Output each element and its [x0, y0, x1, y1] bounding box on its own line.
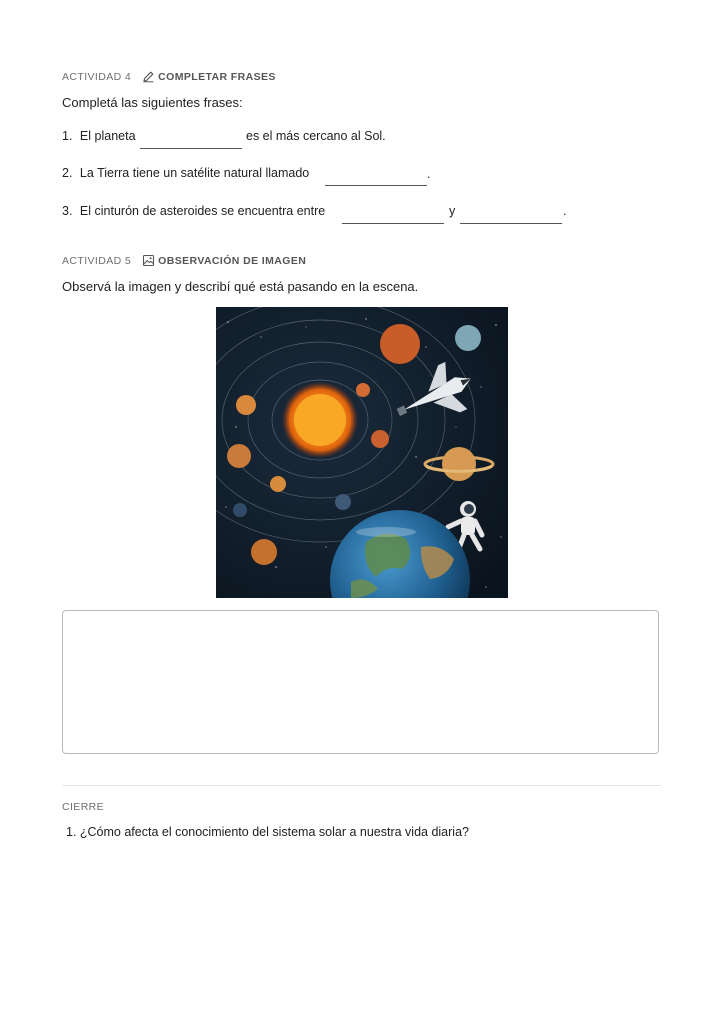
closing-label: CIERRE [62, 801, 105, 813]
image-icon [142, 254, 155, 267]
activity-5-subtitle: OBSERVACIÓN DE IMAGEN [158, 254, 307, 267]
item-text-after: . [563, 204, 567, 218]
item-number: 1. [62, 129, 73, 143]
activity-4-header [62, 70, 276, 83]
blank-answer-field[interactable] [140, 148, 242, 149]
fill-sentence-1 [62, 129, 662, 151]
item-number: 2. [62, 166, 73, 180]
activity-4-label: ACTIVIDAD 4 [62, 70, 132, 83]
item-text-after: . [427, 167, 431, 181]
activity-5-label: ACTIVIDAD 5 [62, 254, 132, 267]
activity-5-header [62, 254, 306, 267]
closing-question: 1. ¿Cómo afecta el conocimiento del sistema solar a nuestra vida diaria? [66, 825, 469, 839]
pencil-icon [142, 70, 155, 83]
blank-answer-field[interactable] [325, 185, 427, 186]
fill-sentence-2 [62, 166, 662, 188]
activity-5-instruction: Observá la imagen y describí qué está pasando en la escena. [62, 279, 419, 294]
section-divider [62, 785, 661, 786]
fill-sentence-3 [62, 204, 682, 226]
item-number: 3. [62, 204, 73, 218]
item-text-before: El planeta [79, 129, 136, 143]
activity-4-subtitle: COMPLETAR FRASES [158, 70, 276, 83]
item-text-middle: y [449, 204, 456, 218]
item-text-before: El cinturón de asteroides se encuentra entre [79, 204, 326, 218]
blank-answer-field-2[interactable] [460, 223, 562, 224]
activity-4-instruction: Completá las siguientes frases: [62, 95, 243, 110]
description-answer-box[interactable] [62, 610, 659, 754]
item-text-after: es el más cercano al Sol. [246, 129, 386, 143]
blank-answer-field-1[interactable] [342, 223, 444, 224]
solar-system-illustration [216, 307, 508, 598]
item-text-before: La Tierra tiene un satélite natural llamado [79, 166, 310, 180]
